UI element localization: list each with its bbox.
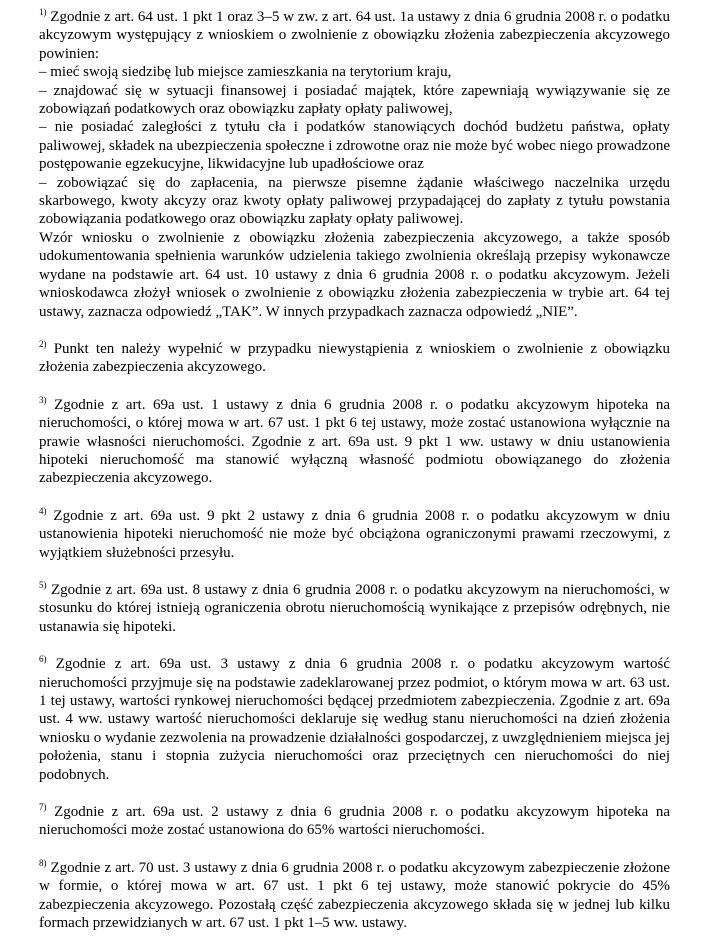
footnote-paragraph — [39, 118, 670, 173]
footnote-paragraph — [39, 507, 670, 562]
footnote-text: Zgodnie z art. 69a ust. 2 ustawy z dnia 6 grudnia 2008 r. o podatku akcyzowym hipoteka na nieruchomości może zostać ustanowiona do 65% wartości nieruchomości. — [39, 804, 670, 839]
footnote-text: – nie posiadać zaległości z tytułu cła i podatków stanowiących dochód budżetu państwa, opłaty paliwowej, składek na ubezpieczenia społeczne i zdrowotne oraz nie może być wobec niego prowadzone postępowanie egzekucyjne, likwidacyjne lub upadłościowe oraz — [39, 119, 670, 173]
footnote-marker: 1) — [39, 7, 47, 17]
footnote-paragraph — [39, 859, 670, 933]
footnote-paragraph — [39, 174, 670, 229]
footnote-paragraph — [39, 82, 670, 119]
footnote-text: Zgodnie z art. 69a ust. 9 pkt 2 ustawy z dnia 6 grudnia 2008 r. o podatku akcyzowym w dniu ustanowienia hipoteki nieruchomość nie może być obciążona ograniczonymi prawami rzeczowymi, z wyjątkiem służebności przesyłu. — [39, 507, 670, 561]
footnote-paragraph — [39, 340, 670, 377]
footnote-text: Zgodnie z art. 69a ust. 8 ustawy z dnia 6 grudnia 2008 r. o podatku akcyzowym na nieruchomości, w stosunku do której istnieją ograniczenia obrotu nieruchomością wynikające z przepisów odrębnych, nie ustanawia się hipoteki. — [39, 581, 670, 635]
footnote-7 — [39, 803, 670, 840]
footnote-4 — [39, 507, 670, 562]
footnote-paragraph — [39, 581, 670, 636]
footnote-paragraph — [39, 655, 670, 784]
footnote-3 — [39, 396, 670, 488]
footnote-2 — [39, 340, 670, 377]
footnote-6 — [39, 655, 670, 784]
footnote-5 — [39, 581, 670, 636]
footnote-text: Punkt ten należy wypełnić w przypadku niewystąpienia z wnioskiem o zwolnienie z obowiązku złożenia zabezpieczenia akcyzowego. — [39, 340, 670, 376]
footnote-text: – zobowiązać się do zapłacenia, na pierwsze pisemne żądanie właściwego naczelnika urzędu skarbowego, kwoty akcyzy oraz kwoty opłaty paliwowej przypadającej do zapłaty z tytułu powstania zobowiązania podatkowego oraz obowiązku zapłaty opłaty paliwowej. — [39, 174, 670, 228]
footnote-1 — [39, 8, 670, 321]
footnote-marker: 7) — [39, 802, 47, 813]
footnote-paragraph — [39, 396, 670, 488]
footnote-text: Zgodnie z art. 64 ust. 1 pkt 1 oraz 3–5 w zw. z art. 64 ust. 1a ustawy z dnia 6 grudnia 2008 r. o podatku akcyzowym występujący z wnioskiem o zwolnienie z obowiązku złożenia zabezpieczenia akcyzowego powinien: — [39, 9, 670, 62]
footnote-paragraph — [39, 8, 670, 63]
footnote-marker: 8) — [39, 857, 47, 868]
footnotes-page — [39, 8, 670, 951]
footnote-text: – znajdować się w sytuacji finansowej i posiadać majątek, które zapewniają wywiązywanie się ze zobowiązań podatkowych oraz obowiązku zapłaty opłaty paliwowej, — [39, 82, 670, 118]
footnote-text: – mieć swoją siedzibę lub miejsce zamieszkania na terytorium kraju, — [39, 64, 452, 81]
footnote-8 — [39, 859, 670, 933]
footnote-marker: 4) — [39, 505, 47, 516]
footnote-paragraph — [39, 63, 670, 81]
footnote-text: Zgodnie z art. 70 ust. 3 ustawy z dnia 6 grudnia 2008 r. o podatku akcyzowym zabezpieczenie złożone w formie, o której mowa w art. 67 ust. 1 pkt 6 tej ustawy, może stanowić pokrycie do 45% zabezpieczenia akcyzowego. Pozostałą część zabezpieczenia akcyzowego składa się w jednej lub kilku formach przewidzianych w art. 67 ust. 1 pkt 1–5 ww. ustawy. — [39, 859, 670, 932]
footnote-marker: 5) — [39, 579, 47, 590]
footnote-text: Wzór wniosku o zwolnienie z obowiązku złożenia zabezpieczenia akcyzowego, a także sposób udokumentowania spełnienia warunków udzielenia takiego zwolnienia określają przepisy wykonawcze wydane na podstawie art. 64 ust. 10 ustawy z dnia 6 grudnia 2008 r. o podatku akcyzowym. Jeżeli wnioskodawca złożył wniosek o zwolnienie z obowiązku złożenia zabezpieczenia w trybie art. 64 tej ustawy, zaznacza odpowiedź „TAK”. W innych przypadkach zaznacza odpowiedź „NIE”. — [39, 229, 670, 320]
footnote-paragraph — [39, 229, 670, 321]
footnote-marker: 3) — [39, 394, 47, 405]
footnote-paragraph — [39, 803, 670, 840]
footnote-text: Zgodnie z art. 69a ust. 3 ustawy z dnia 6 grudnia 2008 r. o podatku akcyzowym wartość nieruchomości przyjmuje się na podstawie zadeklarowanej przez podmiot, o którym mowa w art. 63 ust. 1 tej ustawy, wartości rynkowej nieruchomości będącej przedmiotem zabezpieczenia. Zgodnie z art. 69a ust. 4 ww. ustawy wartość nieruchomości deklaruje się według stanu nieruchomości na dzień złożenia wniosku o wydanie zezwolenia na prowadzenie działalności gospodarczej, z uwzględnieniem miejsca jej położenia, stanu i stopnia zużycia nieruchomości oraz przeciętnych cen nieruchomości do niej podobnych. — [39, 656, 670, 783]
footnote-marker: 6) — [39, 654, 47, 665]
footnote-marker: 2) — [39, 338, 47, 349]
footnote-text: Zgodnie z art. 69a ust. 1 ustawy z dnia 6 grudnia 2008 r. o podatku akcyzowym hipoteka na nieruchomości, o której mowa w art. 67 ust. 1 pkt 6 tej ustawy, może zostać ustanowiona wyłącznie na prawie własności nieruchomości. Zgodnie z art. 69a ust. 9 pkt 1 ww. ustawy w dniu ustanowienia hipoteki nieruchomość ma stanowić wyłączną własność podmiotu obowiązanego do złożenia zabezpieczenia akcyzowego. — [39, 396, 670, 487]
